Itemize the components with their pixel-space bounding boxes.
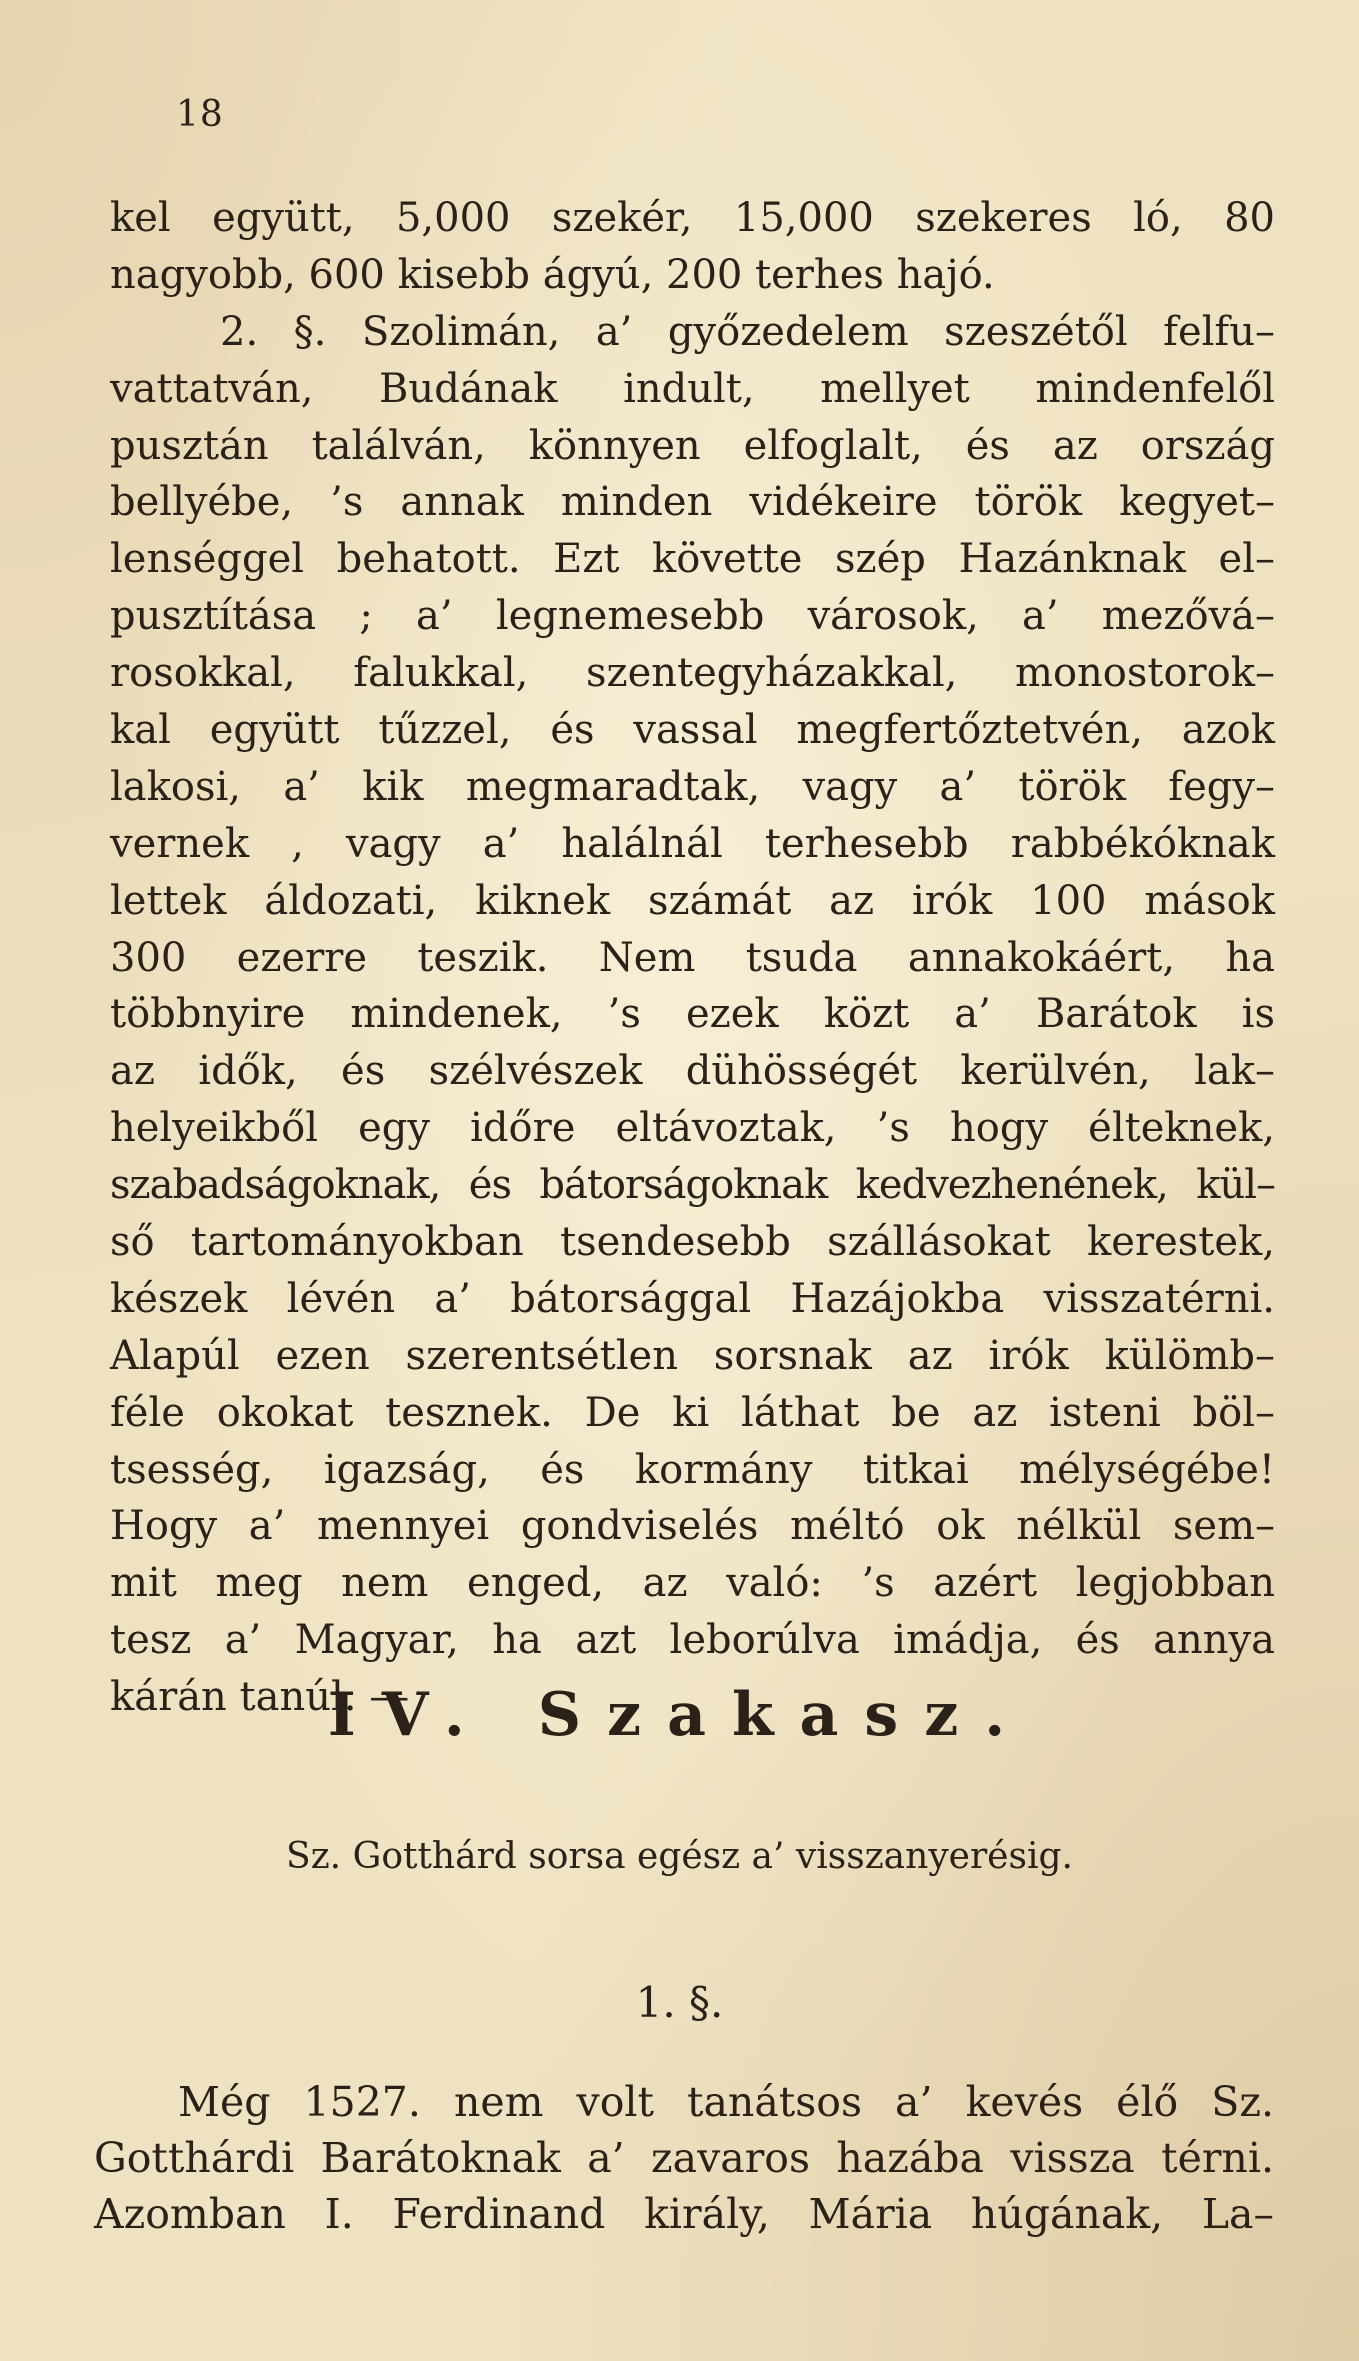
body-text: [110, 190, 1275, 1726]
section-text: [94, 2074, 1274, 2242]
text-line: vernek , vagy a’ halálnál terhesebb rabbékóknak: [110, 820, 1275, 867]
text-line: tsesség, igazság, és kormány titkai mélységébe!: [110, 1446, 1275, 1493]
text-line: lenséggel behatott. Ezt követte szép Hazánknak el–: [110, 536, 1275, 583]
text-line: pusztán találván, könnyen elfoglalt, és az ország: [110, 422, 1275, 469]
text-line: készek lévén a’ bátorsággal Hazájokba visszatérni.: [110, 1275, 1275, 1322]
text-line: helyeikből egy időre eltávoztak, ’s hogy élteknek,: [110, 1105, 1275, 1152]
text-line: rosokkal, falukkal, szentegyházakkal, monostorok–: [110, 650, 1275, 697]
text-line: lakosi, a’ kik megmaradtak, vagy a’ török fegy–: [110, 763, 1275, 810]
page-number: 18: [176, 94, 224, 135]
text-line: vattatván, Budának indult, mellyet mindenfelől: [110, 365, 1275, 412]
text-line: bellyébe, ’s annak minden vidékeire török kegyet–: [110, 479, 1275, 526]
text-line: lettek áldozati, kiknek számát az irók 100 mások: [110, 877, 1275, 924]
paragraph-number: 1. §.: [635, 1978, 724, 2027]
text-line: Gotthárdi Barátoknak a’ zavaros hazába vissza térni.: [94, 2134, 1274, 2182]
text-line: Még 1527. nem volt tanátsos a’ kevés élő Sz.: [178, 2078, 1274, 2126]
text-line: nagyobb, 600 kisebb ágyú, 200 terhes hajó.: [110, 251, 995, 298]
text-line: többnyire mindenek, ’s ezek közt a’ Barátok is: [110, 991, 1275, 1038]
text-line: kárán tanúl. —: [110, 1674, 410, 1721]
text-line: mit meg nem enged, az való: ’s azért legjobban: [110, 1560, 1275, 1607]
text-line: 2. §. Szolimán, a’ győzedelem szeszétől felfu–: [220, 308, 1275, 355]
text-line: Azomban I. Ferdinand király, Mária húgának, La–: [94, 2190, 1274, 2238]
text-line: tesz a’ Magyar, ha azt leborúlva imádja, és annya: [110, 1617, 1275, 1664]
text-line: Hogy a’ mennyei gondviselés méltó ok nélkül sem–: [110, 1503, 1275, 1550]
text-line: szabadságoknak, és bátorságoknak kedvezhenének, kül–: [110, 1162, 1275, 1209]
text-line: az idők, és szélvészek dühösségét kerülvén, lak–: [110, 1048, 1275, 1095]
text-line: kel együtt, 5,000 szekér, 15,000 szekeres ló, 80: [110, 195, 1275, 241]
text-line: Alapúl ezen szerentsétlen sorsnak az irók külömb–: [110, 1332, 1275, 1379]
text-line: kal együtt tűzzel, és vassal megfertőztetvén, azok: [110, 707, 1275, 754]
text-line: 300 ezerre teszik. Nem tsuda annakokáért, ha: [110, 934, 1275, 981]
section-subtitle: Sz. Gotthárd sorsa egész a’ visszanyerésig.: [286, 1836, 1073, 1877]
text-line: féle okokat tesznek. De ki láthat be az isteni böl–: [110, 1389, 1275, 1436]
text-line: pusztítása ; a’ legnemesebb városok, a’ mezővá–: [110, 593, 1275, 640]
text-line: ső tartományokban tsendesebb szállásokat kerestek,: [110, 1219, 1275, 1266]
section-heading: IV. Szakasz.: [327, 1680, 1032, 1750]
